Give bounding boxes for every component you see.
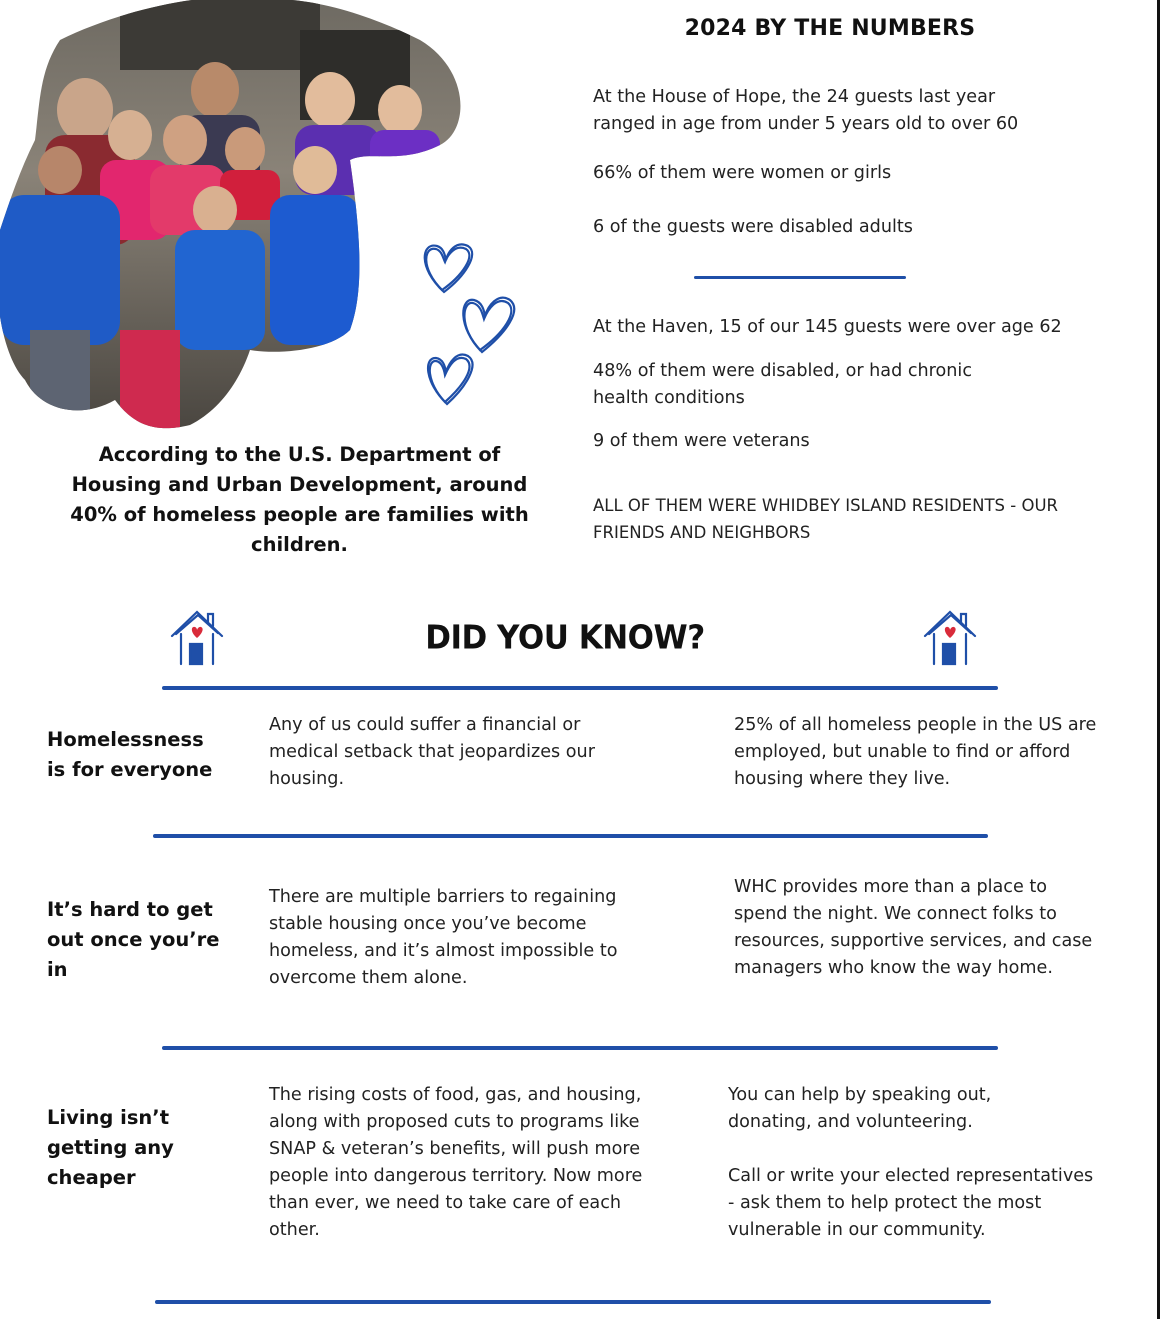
stat-hope-women: 66% of them were women or girls [593, 163, 892, 183]
stats-title: 2024 BY THE NUMBERS [684, 16, 976, 41]
row-left-text: There are multiple barriers to regaining stable housing once you’ve become homeless, and it’s almost impossible to overcome them alone. [269, 887, 618, 988]
divider [162, 1046, 998, 1050]
row-right-text: You can help by speaking out, donating, and volunteering. [728, 1085, 992, 1132]
row-heading: Homelessness is for everyone [47, 728, 213, 781]
house-heart-icon [921, 608, 979, 670]
row-left-text: Any of us could suffer a financial or medical setback that jeopardizes our housing. [269, 715, 595, 789]
row-right-text: WHC provides more than a place to spend the night. We connect folks to resources, supportive services, and case managers who know the way home. [734, 877, 1093, 978]
heart-doodle-icon [412, 232, 522, 412]
stat-haven-disabled: 48% of them were disabled, or had chronic health conditions [593, 361, 972, 408]
stat-hope-ages: At the House of Hope, the 24 guests last year ranged in age from under 5 years old to over 60 [593, 87, 1019, 134]
did-you-know-title: DID YOU KNOW? [425, 619, 705, 657]
stat-hope-disabled: 6 of the guests were disabled adults [593, 217, 913, 237]
divider [153, 834, 988, 838]
house-heart-icon [168, 608, 226, 670]
row-left-text: The rising costs of food, gas, and housing, along with proposed cuts to programs like SNAP & veteran’s benefits, will push more people into dangerous territory. Now more than ever, we need to take care of each other. [269, 1085, 643, 1240]
row-heading: It’s hard to get out once you’re in [47, 898, 220, 981]
group-photo [0, 0, 470, 430]
stat-closing: ALL OF THEM WERE WHIDBEY ISLAND RESIDENTS - OUR FRIENDS AND NEIGHBORS [593, 496, 1058, 542]
divider [694, 276, 906, 279]
page-border [1157, 0, 1160, 1319]
hud-statistic-caption: According to the U.S. Department of Housing and Urban Development, around 40% of homeless people are families with children. [70, 443, 529, 556]
stat-haven-age: At the Haven, 15 of our 145 guests were over age 62 [593, 317, 1062, 337]
divider [162, 686, 998, 690]
divider [155, 1300, 991, 1304]
stat-haven-veterans: 9 of them were veterans [593, 431, 810, 451]
row-right-text: 25% of all homeless people in the US are employed, but unable to find or afford housing where they live. [734, 715, 1097, 789]
row-heading: Living isn’t getting any cheaper [47, 1106, 174, 1189]
row-right-text: Call or write your elected representatives - ask them to help protect the most vulnerable in our community. [728, 1166, 1094, 1240]
